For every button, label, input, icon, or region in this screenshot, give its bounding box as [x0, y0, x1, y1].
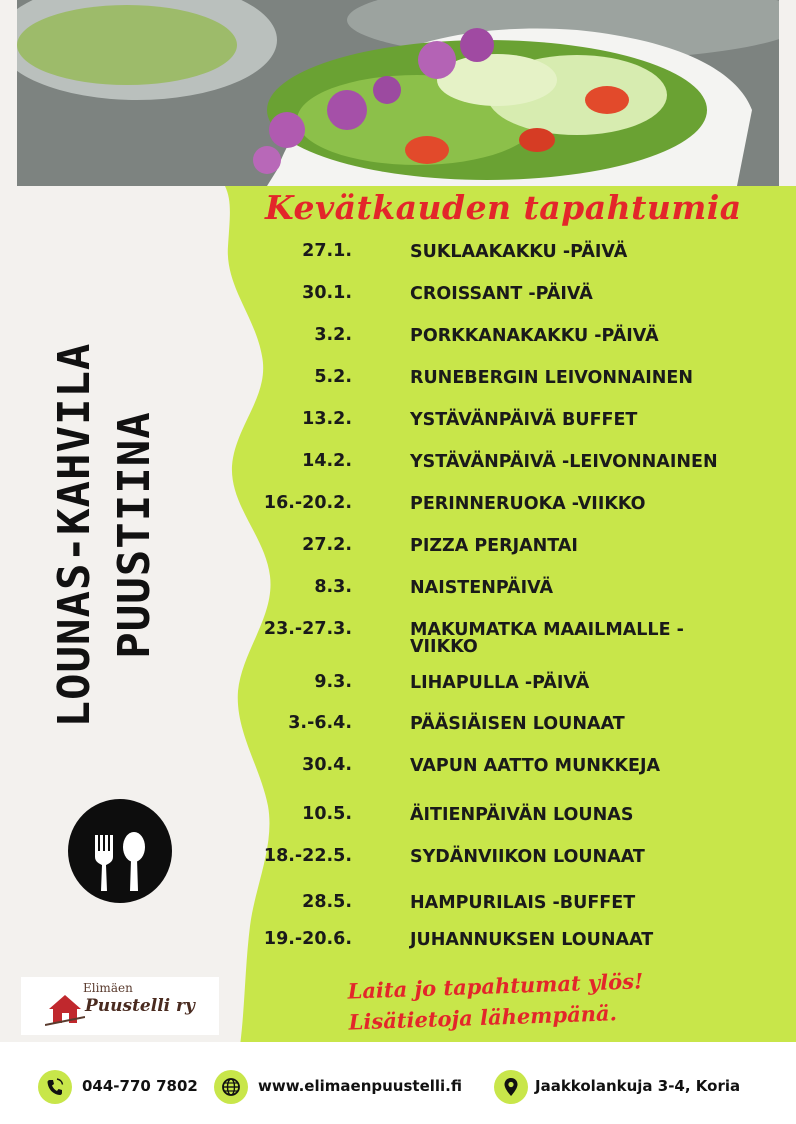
event-name: HAMPURILAIS -BUFFET [410, 893, 636, 913]
logo-small-text: Elimäen [83, 981, 133, 995]
event-date: 16.-20.2. [263, 493, 352, 513]
event-name: NAISTENPÄIVÄ [410, 578, 554, 598]
event-date: 8.3. [314, 577, 352, 597]
house-logo-icon [45, 991, 85, 1027]
event-date: 27.2. [302, 535, 352, 555]
event-date: 30.4. [302, 755, 352, 775]
event-name: YSTÄVÄNPÄIVÄ -LEIVONNAINEN [410, 452, 718, 472]
event-name: PÄÄSIÄISEN LOUNAAT [410, 714, 625, 734]
event-name: PIZZA PERJANTAI [410, 536, 578, 556]
cafe-name-line1: LOUNAS-KAHVILA [49, 342, 100, 728]
event-date: 19.-20.6. [263, 929, 352, 949]
phone-number[interactable]: 044-770 7802 [82, 1077, 198, 1095]
event-name: CROISSANT -PÄIVÄ [410, 284, 593, 304]
event-name: RUNEBERGIN LEIVONNAINEN [410, 368, 693, 388]
event-date: 3.2. [314, 325, 352, 345]
events-title: Kevätkauden tapahtumia [265, 188, 742, 227]
fork-spoon-icon [68, 799, 172, 903]
website-link[interactable]: www.elimaenpuustelli.fi [258, 1077, 462, 1095]
contact-bar [0, 1042, 796, 1124]
event-name: PORKKANAKAKKU -PÄIVÄ [410, 326, 659, 346]
puustelli-logo [21, 977, 219, 1035]
event-date: 9.3. [314, 672, 352, 692]
footer-note-line1: Laita jo tapahtumat ylös! [347, 968, 644, 1004]
event-date: 30.1. [302, 283, 352, 303]
location-pin-icon [494, 1070, 528, 1104]
event-name: MAKUMATKA MAAILMALLE -VIIKKO [410, 620, 684, 657]
globe-icon [214, 1070, 248, 1104]
event-date: 3.-6.4. [288, 713, 352, 733]
event-name: JUHANNUKSEN LOUNAAT [410, 930, 654, 950]
footer-note-line2: Lisätietoja lähempänä. [348, 1000, 618, 1035]
event-name: YSTÄVÄNPÄIVÄ BUFFET [410, 410, 638, 430]
footer-note [347, 964, 669, 1037]
logo-big-text: Puustelli ry [85, 996, 195, 1016]
event-name: VAPUN AATTO MUNKKEJA [410, 756, 661, 776]
event-date: 28.5. [302, 892, 352, 912]
event-date: 18.-22.5. [263, 846, 352, 866]
event-date: 23.-27.3. [263, 619, 352, 639]
header-salad-photo [17, 0, 779, 186]
phone-icon [38, 1070, 72, 1104]
event-name: ÄITIENPÄIVÄN LOUNAS [410, 805, 634, 825]
event-name: PERINNERUOKA -VIIKKO [410, 494, 646, 514]
event-name: SUKLAAKAKKU -PÄIVÄ [410, 242, 628, 262]
event-name: SYDÄNVIIKON LOUNAAT [410, 847, 645, 867]
address-text: Jaakkolankuja 3-4, Koria [535, 1077, 741, 1095]
event-date: 10.5. [302, 804, 352, 824]
cafe-name-line2: PUUSTIINA [109, 411, 160, 659]
event-name: LIHAPULLA -PÄIVÄ [410, 673, 590, 693]
event-date: 5.2. [314, 367, 352, 387]
event-date: 14.2. [302, 451, 352, 471]
event-date: 27.1. [302, 241, 352, 261]
event-date: 13.2. [302, 409, 352, 429]
